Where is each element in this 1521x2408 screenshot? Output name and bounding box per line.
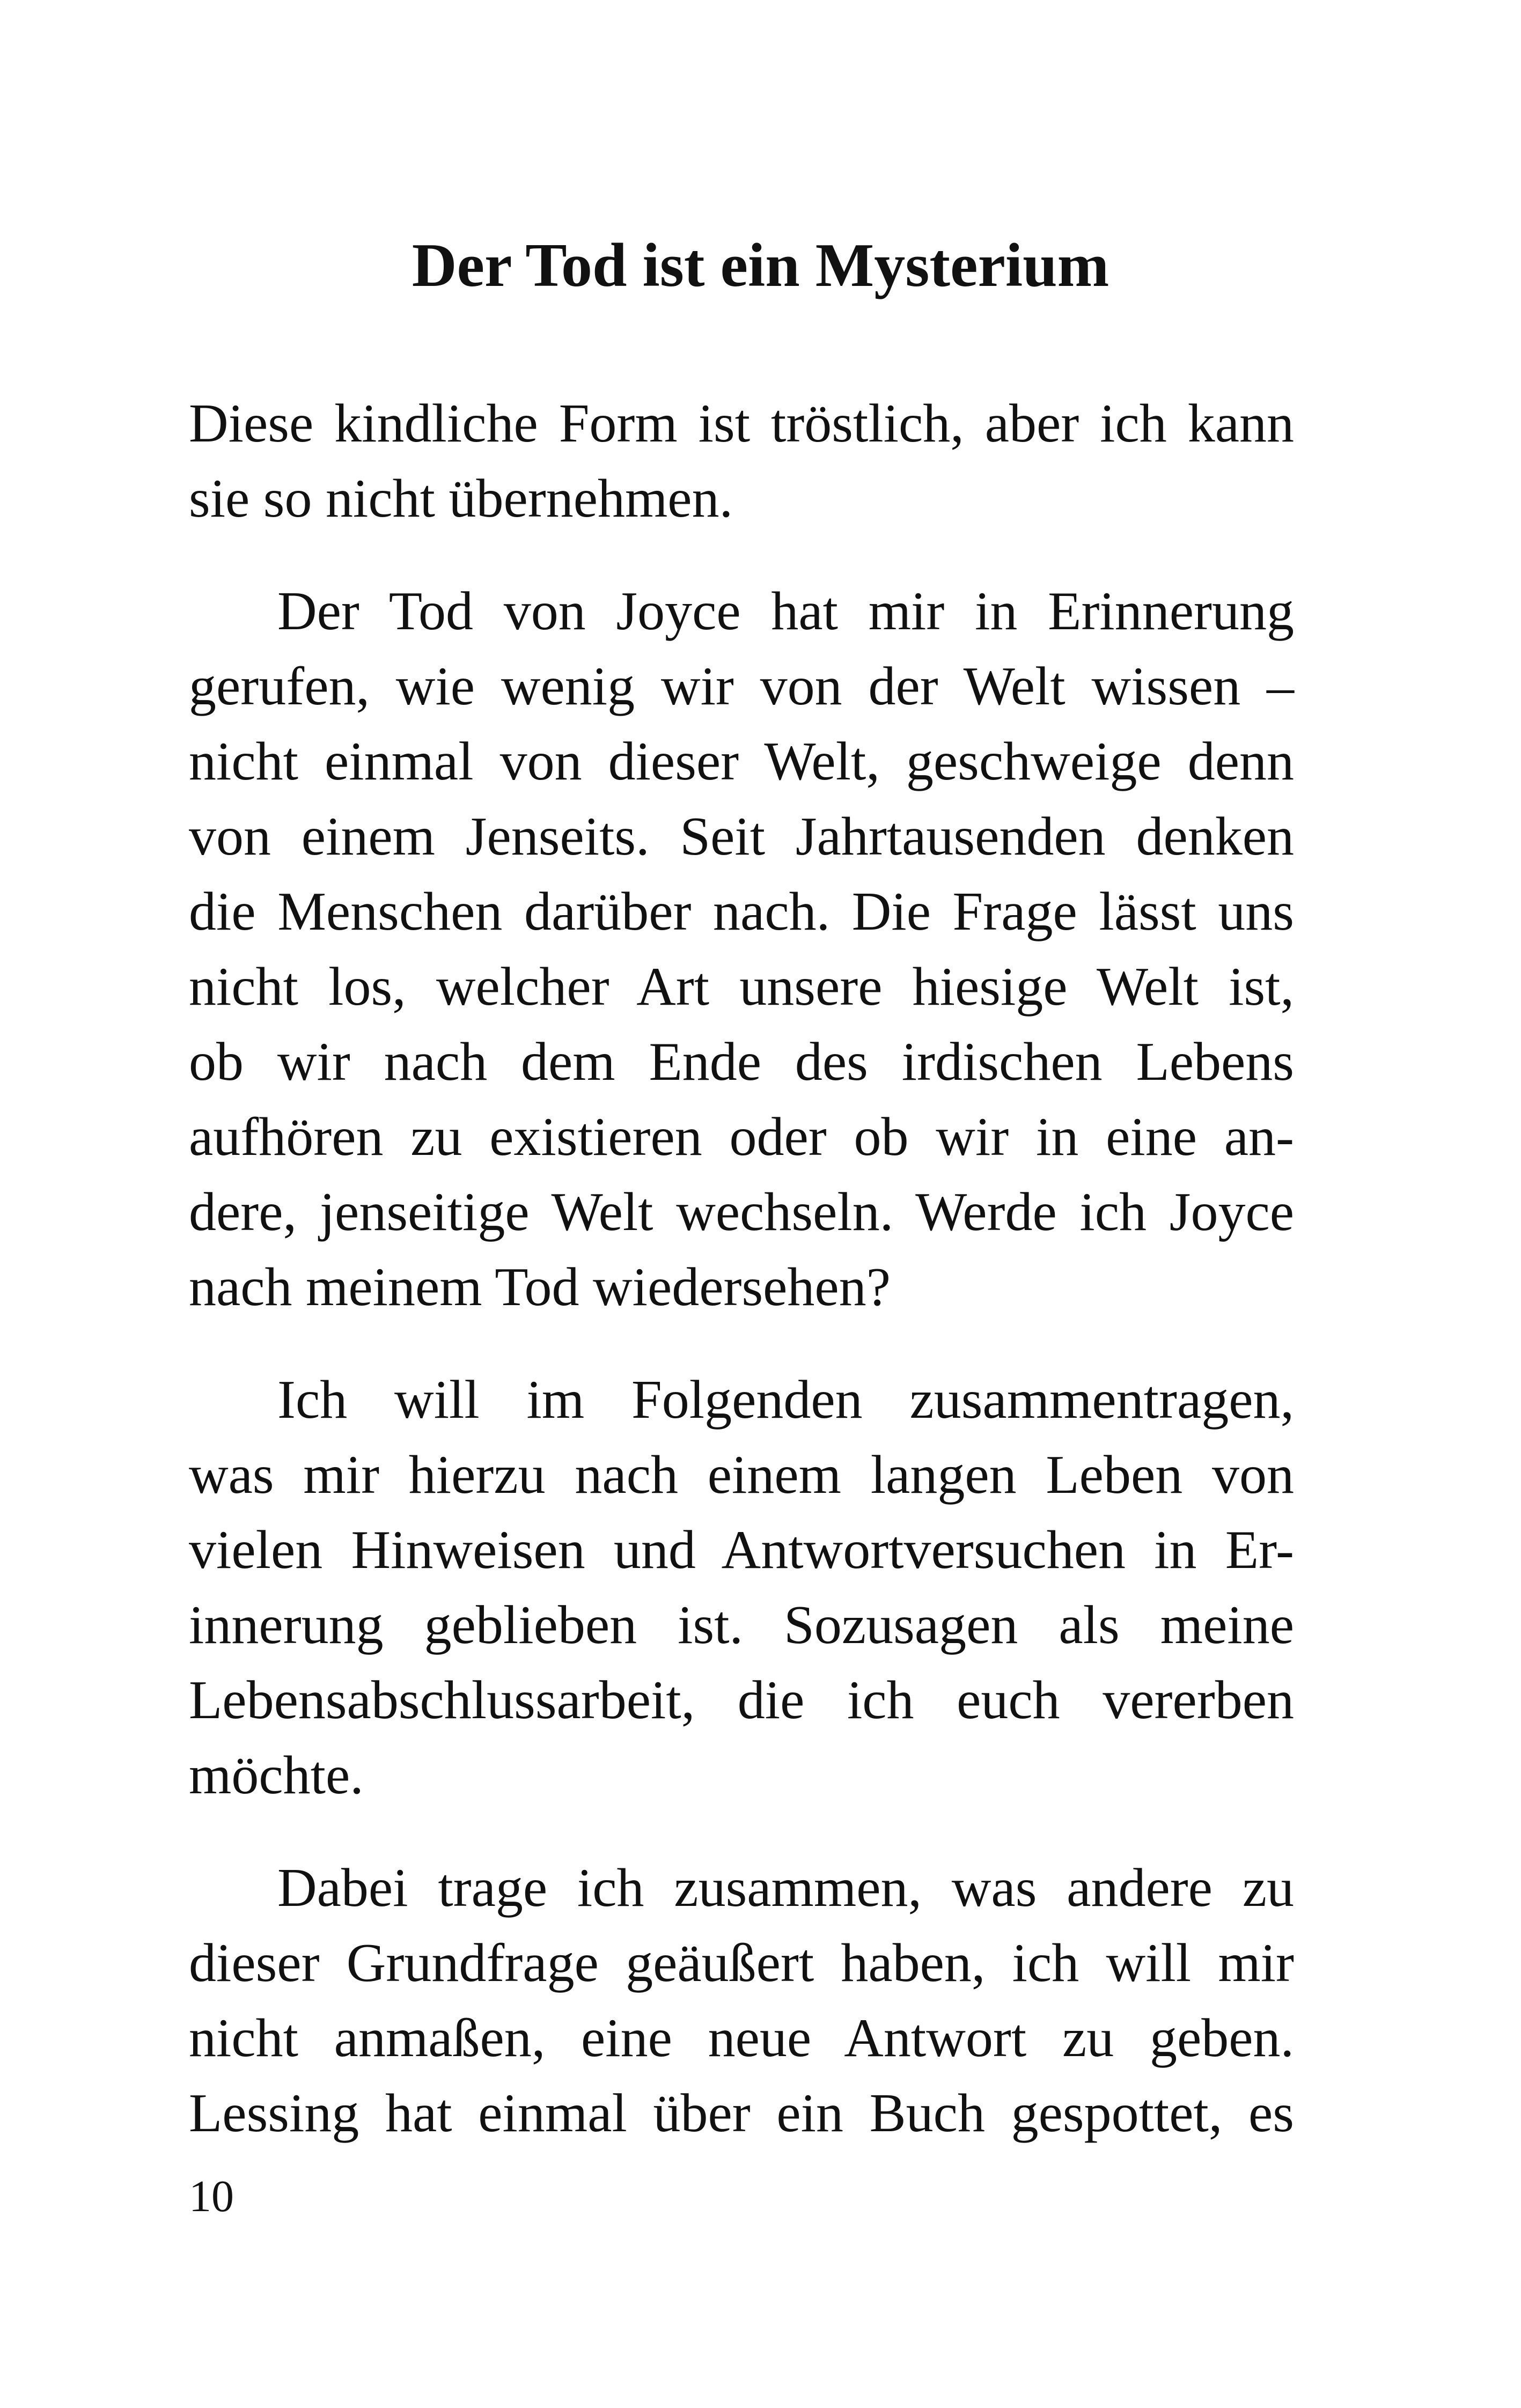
text-line: innerung geblieben ist. Sozusagen als meine bbox=[189, 1595, 1294, 1655]
text-line: nicht los, welcher Art unsere hiesige Welt ist, bbox=[189, 956, 1294, 1017]
text-line: dere, jenseitige Welt wechseln. Werde ich Joyce bbox=[189, 1182, 1294, 1242]
text-line: aufhören zu existieren oder ob wir in eine an- bbox=[189, 1107, 1294, 1167]
text-line: ob wir nach dem Ende des irdischen Lebens bbox=[189, 1032, 1294, 1092]
text-line: die Menschen darüber nach. Die Frage lässt uns bbox=[189, 881, 1294, 942]
text-line: Lessing hat einmal über ein Buch gespottet, es bbox=[189, 2083, 1294, 2144]
text-line: Der Tod von Joyce hat mir in Erinnerung bbox=[277, 581, 1294, 642]
text-line: Dabei trage ich zusammen, was andere zu bbox=[277, 1858, 1294, 1918]
text-line: vielen Hinweisen und Antwortversuchen in Er- bbox=[189, 1520, 1294, 1580]
text-line: dieser Grundfrage geäußert haben, ich will mir bbox=[189, 1933, 1294, 1993]
text-line: Diese kindliche Form ist tröstlich, aber ich kann bbox=[189, 393, 1294, 454]
text-line: was mir hierzu nach einem langen Leben von bbox=[189, 1445, 1294, 1505]
text-line: Ich will im Folgenden zusammentragen, bbox=[277, 1369, 1294, 1430]
text-line: möchte. bbox=[189, 1745, 364, 1806]
text-line: Lebensabschlussarbeit, die ich euch vererben bbox=[189, 1670, 1294, 1730]
text-line: nicht einmal von dieser Welt, geschweige denn bbox=[189, 731, 1294, 792]
chapter-title: Der Tod ist ein Mysterium bbox=[412, 231, 1109, 300]
page-number: 10 bbox=[189, 2171, 234, 2221]
text-line: nicht anmaßen, eine neue Antwort zu geben. bbox=[189, 2008, 1294, 2068]
text-line: nach meinem Tod wiedersehen? bbox=[189, 1257, 891, 1317]
text-line: sie so nicht übernehmen. bbox=[189, 468, 733, 529]
text-line: gerufen, wie wenig wir von der Welt wissen – bbox=[189, 656, 1294, 717]
text-line: von einem Jenseits. Seit Jahrtausenden denken bbox=[189, 806, 1294, 867]
